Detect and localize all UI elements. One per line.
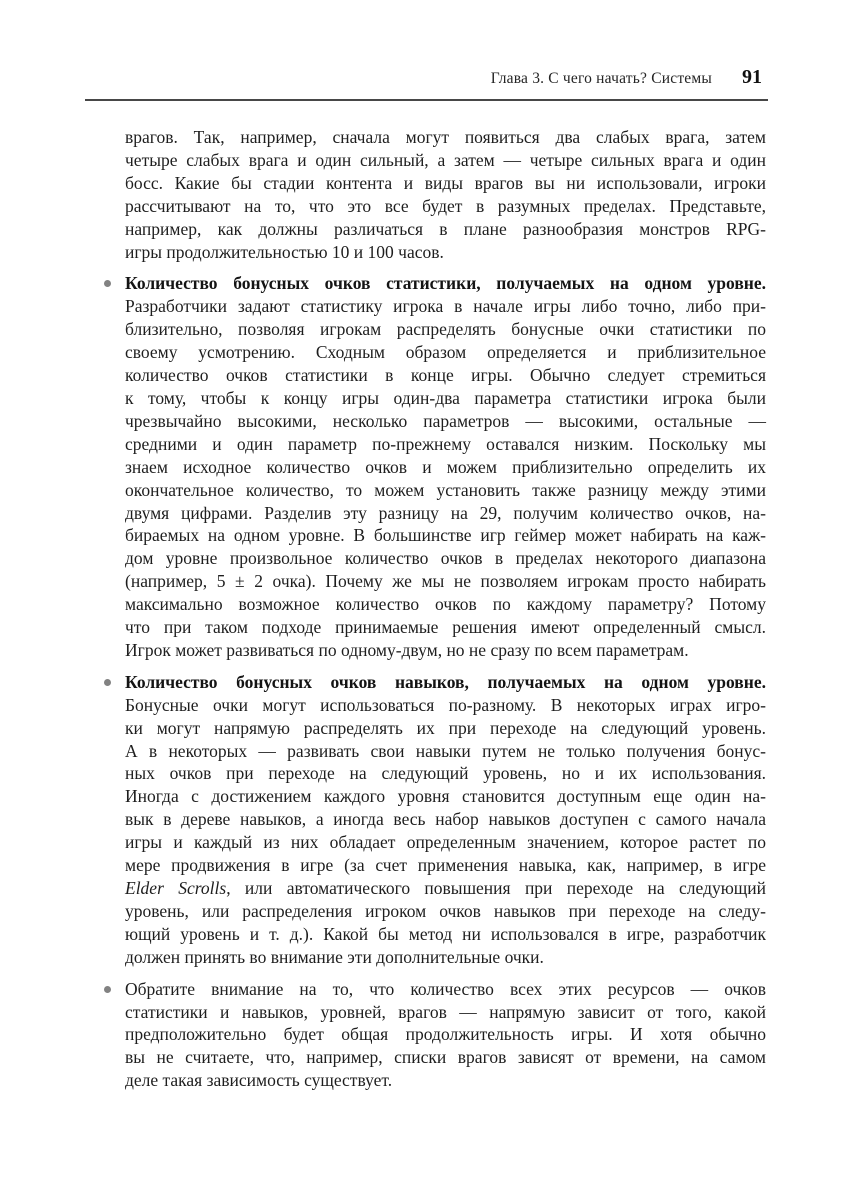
text-segment: ющий уровень и т. д.). Какой бы метод ни использовался в игре, разработчик <box>125 923 766 944</box>
text-line <box>125 502 766 525</box>
text-segment: бираемых на одном уровне. В большинстве игр геймер может набирать на каж- <box>125 525 766 546</box>
text-line <box>125 946 766 969</box>
text-segment: должен принять во внимание эти дополнительные очки. <box>125 946 544 967</box>
text-line <box>125 1001 766 1024</box>
text-line <box>125 740 766 763</box>
text-segment: босс. Какие бы стадии контента и виды врагов вы ни использовали, игроки <box>125 172 766 193</box>
text-segment: , или автоматического повышения при переходе на следующий <box>226 878 767 898</box>
text-segment: Игрок может развиваться по одному-двум, но не сразу по всем параметрам. <box>125 639 689 660</box>
page-number: 91 <box>742 66 762 88</box>
text-line <box>125 547 766 570</box>
bullet-marker-icon <box>104 280 111 287</box>
text-segment: знаем исходное количество очков и можем приблизительно определить их <box>125 456 766 477</box>
text-segment: Разработчики задают статистику игрока в начале игры либо точно, либо при- <box>125 296 766 317</box>
text-line <box>125 639 766 662</box>
bullet-item <box>125 978 766 1093</box>
text-line <box>125 218 766 241</box>
text-line <box>125 854 766 877</box>
text-segment: максимально возможное количество очков по каждому параметру? Потому <box>125 594 766 615</box>
text-line <box>125 272 766 295</box>
text-line <box>125 570 766 593</box>
text-segment: близительно, позволяя игрокам распределять бонусные очки статистики по <box>125 319 766 340</box>
text-line <box>125 717 766 740</box>
text-segment: ных очков при переходе на следующий уровень, но и их использования. <box>125 763 766 784</box>
text-segment: количество очков статистики в конце игры. Обычно следует стремиться <box>125 365 766 386</box>
text-segment: вык в дереве навыков, а иногда весь набор навыков доступен с самого начала <box>125 809 766 830</box>
text-line <box>125 295 766 318</box>
text-segment: предположительно будет общая продолжительность игры. И хотя обычно <box>125 1024 766 1045</box>
text-segment: А в некоторых — развивать свои навыки путем не только получения бонус- <box>125 740 766 761</box>
text-line <box>125 387 766 410</box>
text-line <box>125 126 766 149</box>
page-body-text <box>125 126 766 1092</box>
text-line <box>125 1069 766 1092</box>
text-line <box>125 1046 766 1069</box>
text-line <box>125 877 766 900</box>
text-segment: врагов. Так, например, сначала могут появиться два слабых врага, затем <box>125 127 766 147</box>
text-segment: окончательное количество, то можем установить также разницу между этими <box>125 479 766 500</box>
text-line <box>125 616 766 639</box>
text-line <box>125 978 766 1001</box>
header-rule <box>85 99 768 101</box>
text-segment: деле такая зависимость существует. <box>125 1070 393 1091</box>
text-segment: что при таком подходе принимаемые решения имеют определенный смысл. <box>125 617 766 638</box>
bullet-title-text: Количество бонусных очков навыков, получаемых на одном уровне. <box>125 671 766 692</box>
text-line <box>125 364 766 387</box>
text-segment: игры и каждый из них обладает определенным значением, которое растет по <box>125 832 766 853</box>
text-line <box>125 241 766 264</box>
page-header <box>85 66 768 89</box>
text-segment: дом уровне произвольное количество очков в пределах некоторого диапазона <box>125 548 766 569</box>
text-line <box>125 900 766 923</box>
text-segment: мере продвижения в игре (за счет применения навыка, как, например, в игре <box>125 855 766 876</box>
text-line <box>125 433 766 456</box>
text-line <box>125 593 766 616</box>
text-segment: Обратите внимание на то, что количество всех этих ресурсов — очков <box>125 978 766 999</box>
text-segment: своему усмотрению. Сходным образом определяется и приблизительное <box>125 342 766 363</box>
text-segment: (например, 5 ± 2 очка). Почему же мы не позволяем игрокам просто набирать <box>125 571 766 592</box>
text-line <box>125 831 766 854</box>
text-line <box>125 479 766 502</box>
text-line <box>125 410 766 433</box>
text-segment: Бонусные очки могут использоваться по-разному. В некоторых играх игро- <box>125 694 766 715</box>
text-line <box>125 785 766 808</box>
bullet-item <box>125 272 766 661</box>
text-segment: четыре слабых врага и один сильный, а затем — четыре сильных врага и один <box>125 149 766 170</box>
text-line <box>125 694 766 717</box>
bullet-marker-icon <box>104 986 111 993</box>
bullet-title-text: Количество бонусных очков статистики, получаемых на одном уровне. <box>125 273 766 294</box>
text-segment: ки могут напрямую распределять их при переходе на следующий уровень. <box>125 717 766 738</box>
chapter-title: Глава 3. С чего начать? Системы <box>490 70 712 87</box>
text-segment: средними и один параметр по-прежнему оставался низким. Поскольку мы <box>125 433 766 454</box>
text-line <box>125 762 766 785</box>
text-segment: например, как должны различаться в плане разнообразия монстров RPG- <box>125 218 766 239</box>
text-segment: Иногда с достижением каждого уровня становится доступным еще один на- <box>125 786 766 807</box>
text-segment: статистики и навыков, уровней, врагов — напрямую зависит от того, какой <box>125 1001 766 1022</box>
bullet-item <box>125 671 766 969</box>
text-line <box>125 524 766 547</box>
bullet-marker-icon <box>104 679 111 686</box>
text-line <box>125 456 766 479</box>
text-line <box>125 1023 766 1046</box>
text-segment: рассчитывают на то, что это все будет в разумных пределах. Представьте, <box>125 195 766 216</box>
text-segment: чрезвычайно высокими, несколько параметров — высокими, остальные — <box>125 410 766 431</box>
italic-text: Elder Scrolls <box>125 878 227 898</box>
text-line <box>125 172 766 195</box>
text-segment: двумя цифрами. Разделив эту разницу на 29, получим количество очков, на- <box>125 502 766 523</box>
text-segment: вы не считаете, что, например, списки врагов зависят от времени, на самом <box>125 1047 766 1068</box>
text-line <box>125 923 766 946</box>
paragraph <box>125 126 766 263</box>
text-line <box>125 318 766 341</box>
text-line <box>125 671 766 694</box>
text-segment: к тому, чтобы к концу игры один-два параметра статистики игрока были <box>125 387 766 408</box>
text-line <box>125 808 766 831</box>
text-segment: игры продолжительностью 10 и 100 часов. <box>125 241 444 262</box>
text-line <box>125 149 766 172</box>
text-line <box>125 195 766 218</box>
text-line <box>125 341 766 364</box>
text-segment: уровень, или распределения игроком очков навыков при переходе на следу- <box>125 900 766 921</box>
